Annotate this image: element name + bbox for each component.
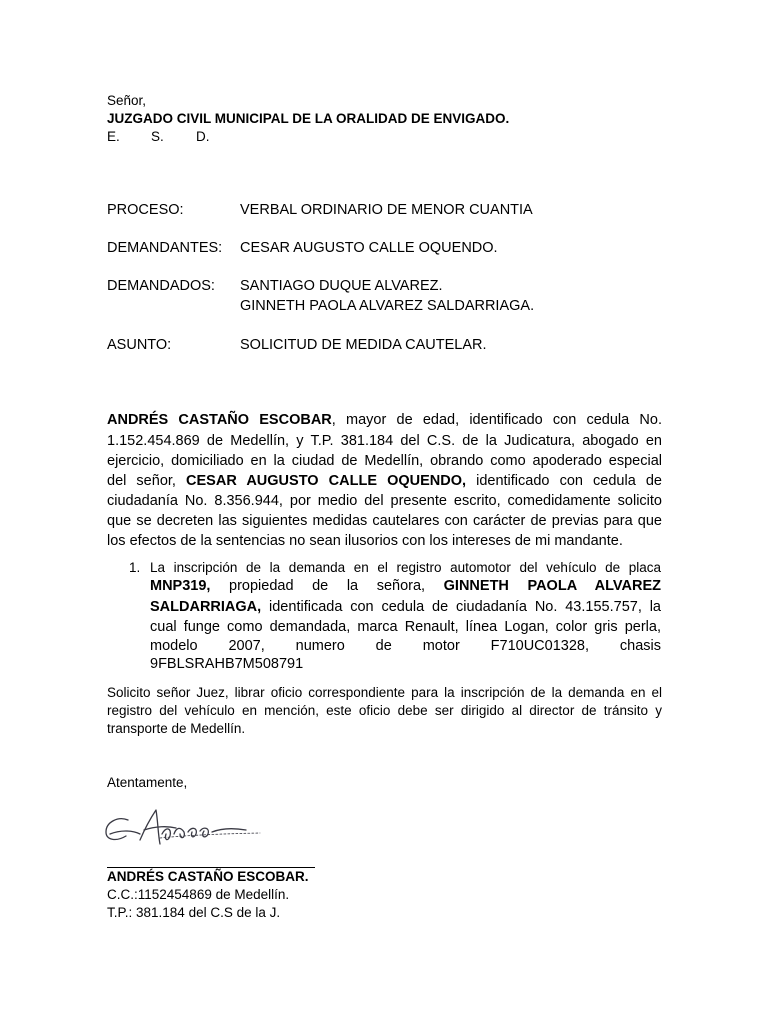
lawyer-name: ANDRÉS CASTAÑO ESCOBAR <box>107 412 332 428</box>
closing: Atentamente, <box>107 775 188 790</box>
item-line-1: La inscripción de la demanda en el registro automotor del vehículo de placa <box>150 560 661 575</box>
demandados-value-1: SANTIAGO DUQUE ALVAREZ. <box>240 278 443 294</box>
plate-number: MNP319, <box>150 578 211 594</box>
esd-s: S. <box>151 129 164 144</box>
body-line-2: 1.152.454.869 de Medellín, y T.P. 381.184 del C.S. de la Judicatura, abogado en <box>107 433 662 449</box>
item-line-5: modelo 2007, numero de motor F710UC01328, chasis <box>150 638 661 654</box>
body-line-1: ANDRÉS CASTAÑO ESCOBAR, mayor de edad, identificado con cedula No. <box>107 412 662 428</box>
handwritten-signature <box>100 804 270 856</box>
item-line-2: MNP319, propiedad de la señora, GINNETH PAOLA ALVAREZ <box>150 578 661 594</box>
demandados-label: DEMANDADOS: <box>107 278 215 294</box>
asunto-value: SOLICITUD DE MEDIDA CAUTELAR. <box>240 337 487 353</box>
item-line-6: 9FBLSRAHB7M508791 <box>150 656 304 672</box>
court-name: JUZGADO CIVIL MUNICIPAL DE LA ORALIDAD DE ENVIGADO. <box>107 111 510 126</box>
body-line-7: los efectos de la sentencias no sean ilusorios con los intereses de mi mandante. <box>107 533 623 549</box>
body-line-6: que se decreten las siguientes medidas cautelares con carácter de previas para que <box>107 513 662 529</box>
client-name: CESAR AUGUSTO CALLE OQUENDO, <box>186 473 467 489</box>
request-line-3: transporte de Medellín. <box>107 721 246 736</box>
demandados-value-2: GINNETH PAOLA ALVAREZ SALDARRIAGA. <box>240 298 535 314</box>
esd-line <box>107 128 210 145</box>
esd-e: E. <box>107 129 120 144</box>
request-line-1: Solicito señor Juez, librar oficio correspondiente para la inscripción de la demanda en el <box>107 685 662 700</box>
signer-cc: C.C.:1152454869 de Medellín. <box>107 887 290 902</box>
salutation: Señor, <box>107 93 147 108</box>
esd-d: D. <box>196 129 210 144</box>
item-line-3: SALDARRIAGA, identificada con cedula de ciudadanía No. 43.155.757, la <box>150 599 661 615</box>
demandantes-label: DEMANDANTES: <box>107 240 223 256</box>
item-number: 1. <box>129 560 141 575</box>
signer-tp: T.P.: 381.184 del C.S de la J. <box>107 905 281 920</box>
proceso-label: PROCESO: <box>107 202 184 218</box>
signer-name: ANDRÉS CASTAÑO ESCOBAR. <box>107 869 309 884</box>
demandantes-value: CESAR AUGUSTO CALLE OQUENDO. <box>240 240 498 256</box>
body-line-4: del señor, CESAR AUGUSTO CALLE OQUENDO, identificado con cedula de <box>107 473 662 489</box>
owner-name: GINNETH PAOLA ALVAREZ <box>443 578 661 594</box>
asunto-label: ASUNTO: <box>107 337 172 353</box>
request-line-2: registro del vehículo en mención, este oficio debe ser dirigido al director de tránsito y <box>107 703 662 718</box>
body-line-5: ciudadanía No. 8.356.944, por medio del presente escrito, comedidamente solicito <box>107 493 662 509</box>
item-line-4: cual funge como demandada, marca Renault, línea Logan, color gris perla, <box>150 619 661 635</box>
body-line-3: ejercicio, domiciliado en la ciudad de Medellín, obrando como apoderado especial <box>107 453 662 469</box>
proceso-value: VERBAL ORDINARIO DE MENOR CUANTIA <box>240 202 533 218</box>
